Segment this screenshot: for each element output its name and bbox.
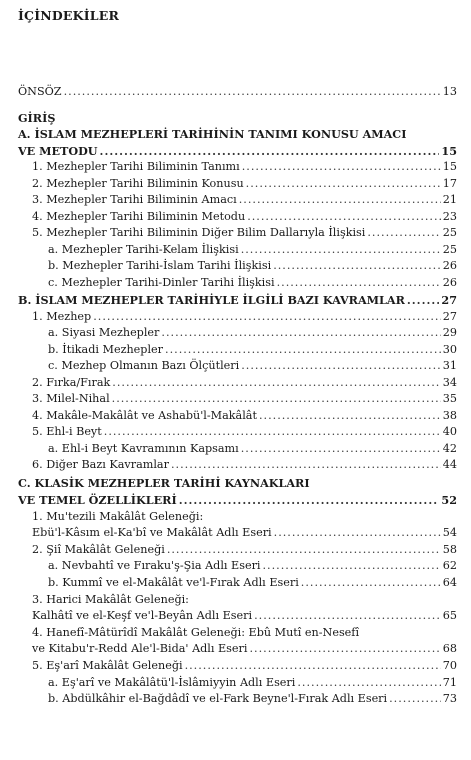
toc-entry-a5b — [18, 258, 457, 274]
toc-entry-b5 — [18, 424, 457, 440]
toc-entry-c-title — [18, 475, 457, 491]
toc-entry-b1b — [18, 342, 457, 358]
toc-entry-c4 — [18, 625, 457, 641]
toc-entry-title: Ebü'l-Kâsım el-Ka'bî ve Makâlât Adlı Eseri — [32, 526, 272, 539]
toc-entry-b3 — [18, 391, 457, 407]
dot-leader — [241, 242, 441, 258]
toc-entry-b5a — [18, 441, 457, 457]
toc-entry-c5b — [18, 691, 457, 707]
toc-entry-title: 1. Mezhepler Tarihi Biliminin Tanımı — [32, 160, 240, 173]
toc-entry-title: 5. Ehl-i Beyt — [32, 425, 102, 438]
dot-leader — [407, 292, 440, 308]
toc-entry-page: 26 — [442, 276, 457, 289]
toc-entry-a5 — [18, 225, 457, 241]
dot-leader — [171, 457, 441, 473]
toc-entry-page: 62 — [442, 559, 457, 572]
dot-leader — [104, 424, 441, 440]
toc-entry-page: 71 — [442, 676, 457, 689]
dot-leader — [273, 258, 441, 274]
toc-entry-title: 1. Mu'tezili Makâlât Geleneği: — [32, 510, 204, 523]
toc-entry-a1 — [18, 159, 457, 175]
toc-entry-title: 3. Mezhepler Tarihi Biliminin Amacı — [32, 193, 237, 206]
dot-leader — [247, 209, 441, 225]
toc-entry-page: 44 — [442, 458, 457, 471]
dot-leader — [167, 542, 441, 558]
toc-entry-a2 — [18, 176, 457, 192]
toc-entry-title: ÖNSÖZ — [18, 85, 62, 98]
toc-entry-page: 23 — [442, 210, 457, 223]
page-title: İÇİNDEKİLER — [18, 8, 120, 23]
toc-entry-b4 — [18, 408, 457, 424]
dot-leader — [241, 358, 441, 374]
toc-entry-title: 4. Mezhepler Tarihi Biliminin Metodu — [32, 210, 246, 223]
dot-leader — [242, 159, 441, 175]
toc-entry-title: c. Mezhep Olmanın Bazı Ölçütleri — [48, 359, 240, 372]
toc-entry-c-title2 — [18, 492, 457, 508]
dot-leader — [297, 675, 440, 691]
toc-entry-b1a — [18, 325, 457, 341]
dot-leader — [64, 84, 441, 100]
dot-leader — [277, 275, 441, 291]
toc-entry-title: b. Mezhepler Tarihi-İslam Tarihi İlişkisi — [48, 259, 272, 272]
toc-entry-title: a. Siyasi Mezhepler — [48, 326, 160, 339]
dot-leader — [161, 325, 440, 341]
dot-leader — [185, 658, 441, 674]
toc-entry-b1 — [18, 309, 457, 325]
toc-entry-page: 54 — [442, 526, 457, 539]
toc-entry-title: C. KLASİK MEZHEPLER TARİHİ KAYNAKLARI — [18, 476, 310, 490]
toc-entry-page: 35 — [442, 392, 457, 405]
toc-entry-title: a. Eş'arî ve Makâlâtü'l-İslâmiyyin Adlı Eseri — [48, 676, 296, 689]
toc-entry-title: b. Abdülkâhir el-Bağdâdî ve el-Fark Beyne'l-Fırak Adlı Eseri — [48, 692, 388, 705]
toc-entry-c3x — [18, 608, 457, 624]
dot-leader — [274, 525, 441, 541]
toc-entry-c2a — [18, 558, 457, 574]
toc-entry-title: ve Kitabu'r-Redd Ale'l-Bida' Adlı Eseri — [32, 642, 248, 655]
toc-entry-a-title — [18, 126, 457, 142]
toc-entry-title: 2. Şiî Makâlât Geleneği — [32, 543, 165, 556]
toc-entry-title: VE METODU — [18, 144, 98, 158]
toc-entry-title: 1. Mezhep — [32, 310, 92, 323]
dot-leader — [249, 641, 440, 657]
toc-entry-b1c — [18, 358, 457, 374]
toc-entry-title: 2. Mezhepler Tarihi Biliminin Konusu — [32, 177, 244, 190]
toc-entry-title: A. İSLAM MEZHEPLERİ TARİHİNİN TANIMI KONUSU AMACI — [18, 127, 407, 141]
toc-entry-b-title — [18, 292, 457, 308]
toc-entry-page: 29 — [442, 326, 457, 339]
dot-leader — [179, 492, 440, 508]
toc-entry-title: b. İtikadi Mezhepler — [48, 343, 164, 356]
dot-leader — [165, 342, 441, 358]
toc-entry-page: 21 — [442, 193, 457, 206]
toc-entry-title: 3. Harici Makâlât Geleneği: — [32, 593, 189, 606]
toc-entry-page: 38 — [442, 409, 457, 422]
toc-entry-title: B. İSLAM MEZHEPLER TARİHİYLE İLGİLİ BAZI KAVRAMLAR — [18, 293, 405, 307]
toc-entry-page: 64 — [442, 576, 457, 589]
toc-entry-page: 27 — [442, 310, 457, 323]
toc-entry-giris — [18, 110, 457, 126]
toc-entry-page: 52 — [441, 493, 457, 507]
toc-entry-page: 34 — [442, 376, 457, 389]
toc-entry-b2 — [18, 375, 457, 391]
dot-leader — [254, 608, 441, 624]
toc-entry-page: 58 — [442, 543, 457, 556]
dot-leader — [241, 441, 441, 457]
toc-entry-page: 31 — [442, 359, 457, 372]
dot-leader — [367, 225, 440, 241]
toc-entry-a3 — [18, 192, 457, 208]
toc-entry-c1x — [18, 525, 457, 541]
toc-entry-title: VE TEMEL ÖZELLİKLERİ — [18, 493, 177, 507]
toc-entry-page: 40 — [442, 425, 457, 438]
toc-entry-title: a. Nevbahtî ve Fıraku'ş-Şia Adlı Eseri — [48, 559, 261, 572]
toc-entry-c3 — [18, 592, 457, 608]
toc-entry-page: 15 — [441, 144, 457, 158]
dot-leader — [259, 408, 441, 424]
toc-entry-title: GİRİŞ — [18, 111, 56, 125]
dot-leader — [246, 176, 441, 192]
toc-entry-a5c — [18, 275, 457, 291]
toc-entry-c2 — [18, 542, 457, 558]
dot-leader — [301, 575, 441, 591]
toc-entry-title: a. Ehl-i Beyt Kavramının Kapsamı — [48, 442, 239, 455]
dot-leader — [263, 558, 441, 574]
toc-entry-c2b — [18, 575, 457, 591]
toc-entry-c1 — [18, 509, 457, 525]
dot-leader — [112, 375, 440, 391]
toc-entry-c5 — [18, 658, 457, 674]
toc-entry-page: 26 — [442, 259, 457, 272]
toc-entry-title: 5. Mezhepler Tarihi Biliminin Diğer Bilim Dallarıyla İlişkisi — [32, 226, 366, 239]
toc-entry-onsoz — [18, 84, 457, 100]
toc-entry-a4 — [18, 209, 457, 225]
toc-entry-page: 70 — [442, 659, 457, 672]
toc-entry-a-title2 — [18, 143, 457, 159]
toc-entry-title: 3. Milel-Nihal — [32, 392, 110, 405]
toc-entry-c5a — [18, 675, 457, 691]
toc-entry-c4x — [18, 641, 457, 657]
toc-entry-page: 25 — [442, 243, 457, 256]
toc-entry-title: c. Mezhepler Tarihi-Dinler Tarihi İlişkisi — [48, 276, 275, 289]
toc-entry-b6 — [18, 457, 457, 473]
toc-entry-title: 4. Makâle-Makâlât ve Ashabü'l-Makâlât — [32, 409, 257, 422]
toc-entry-page: 30 — [442, 343, 457, 356]
dot-leader — [389, 691, 441, 707]
toc-entry-title: b. Kummî ve el-Makâlât ve'l-Fırak Adlı Eseri — [48, 576, 299, 589]
toc-entry-title: Kalhâtî ve el-Keşf ve'l-Beyân Adlı Eseri — [32, 609, 253, 622]
toc-entry-page: 15 — [442, 160, 457, 173]
toc-entry-page: 73 — [442, 692, 457, 705]
toc-entry-page: 17 — [442, 177, 457, 190]
dot-leader — [93, 309, 441, 325]
toc-entry-title: 4. Hanefî-Mâtürîdî Makâlât Geleneği: Ebû Mutî en-Nesefî — [32, 626, 360, 639]
dot-leader — [239, 192, 441, 208]
toc-entry-title: a. Mezhepler Tarihi-Kelam İlişkisi — [48, 243, 239, 256]
toc-entry-page: 65 — [442, 609, 457, 622]
toc-entry-page: 25 — [442, 226, 457, 239]
toc-entry-page: 42 — [442, 442, 457, 455]
toc-entry-a5a — [18, 242, 457, 258]
dot-leader — [100, 143, 440, 159]
toc-entry-page: 13 — [442, 85, 457, 98]
toc-entry-title: 2. Fırka/Fırak — [32, 376, 111, 389]
toc-entry-title: 6. Diğer Bazı Kavramlar — [32, 458, 169, 471]
dot-leader — [112, 391, 441, 407]
toc-entry-title: 5. Eş'arî Makâlât Geleneği — [32, 659, 183, 672]
toc-entry-page: 68 — [442, 642, 457, 655]
toc-entry-page: 27 — [441, 293, 457, 307]
